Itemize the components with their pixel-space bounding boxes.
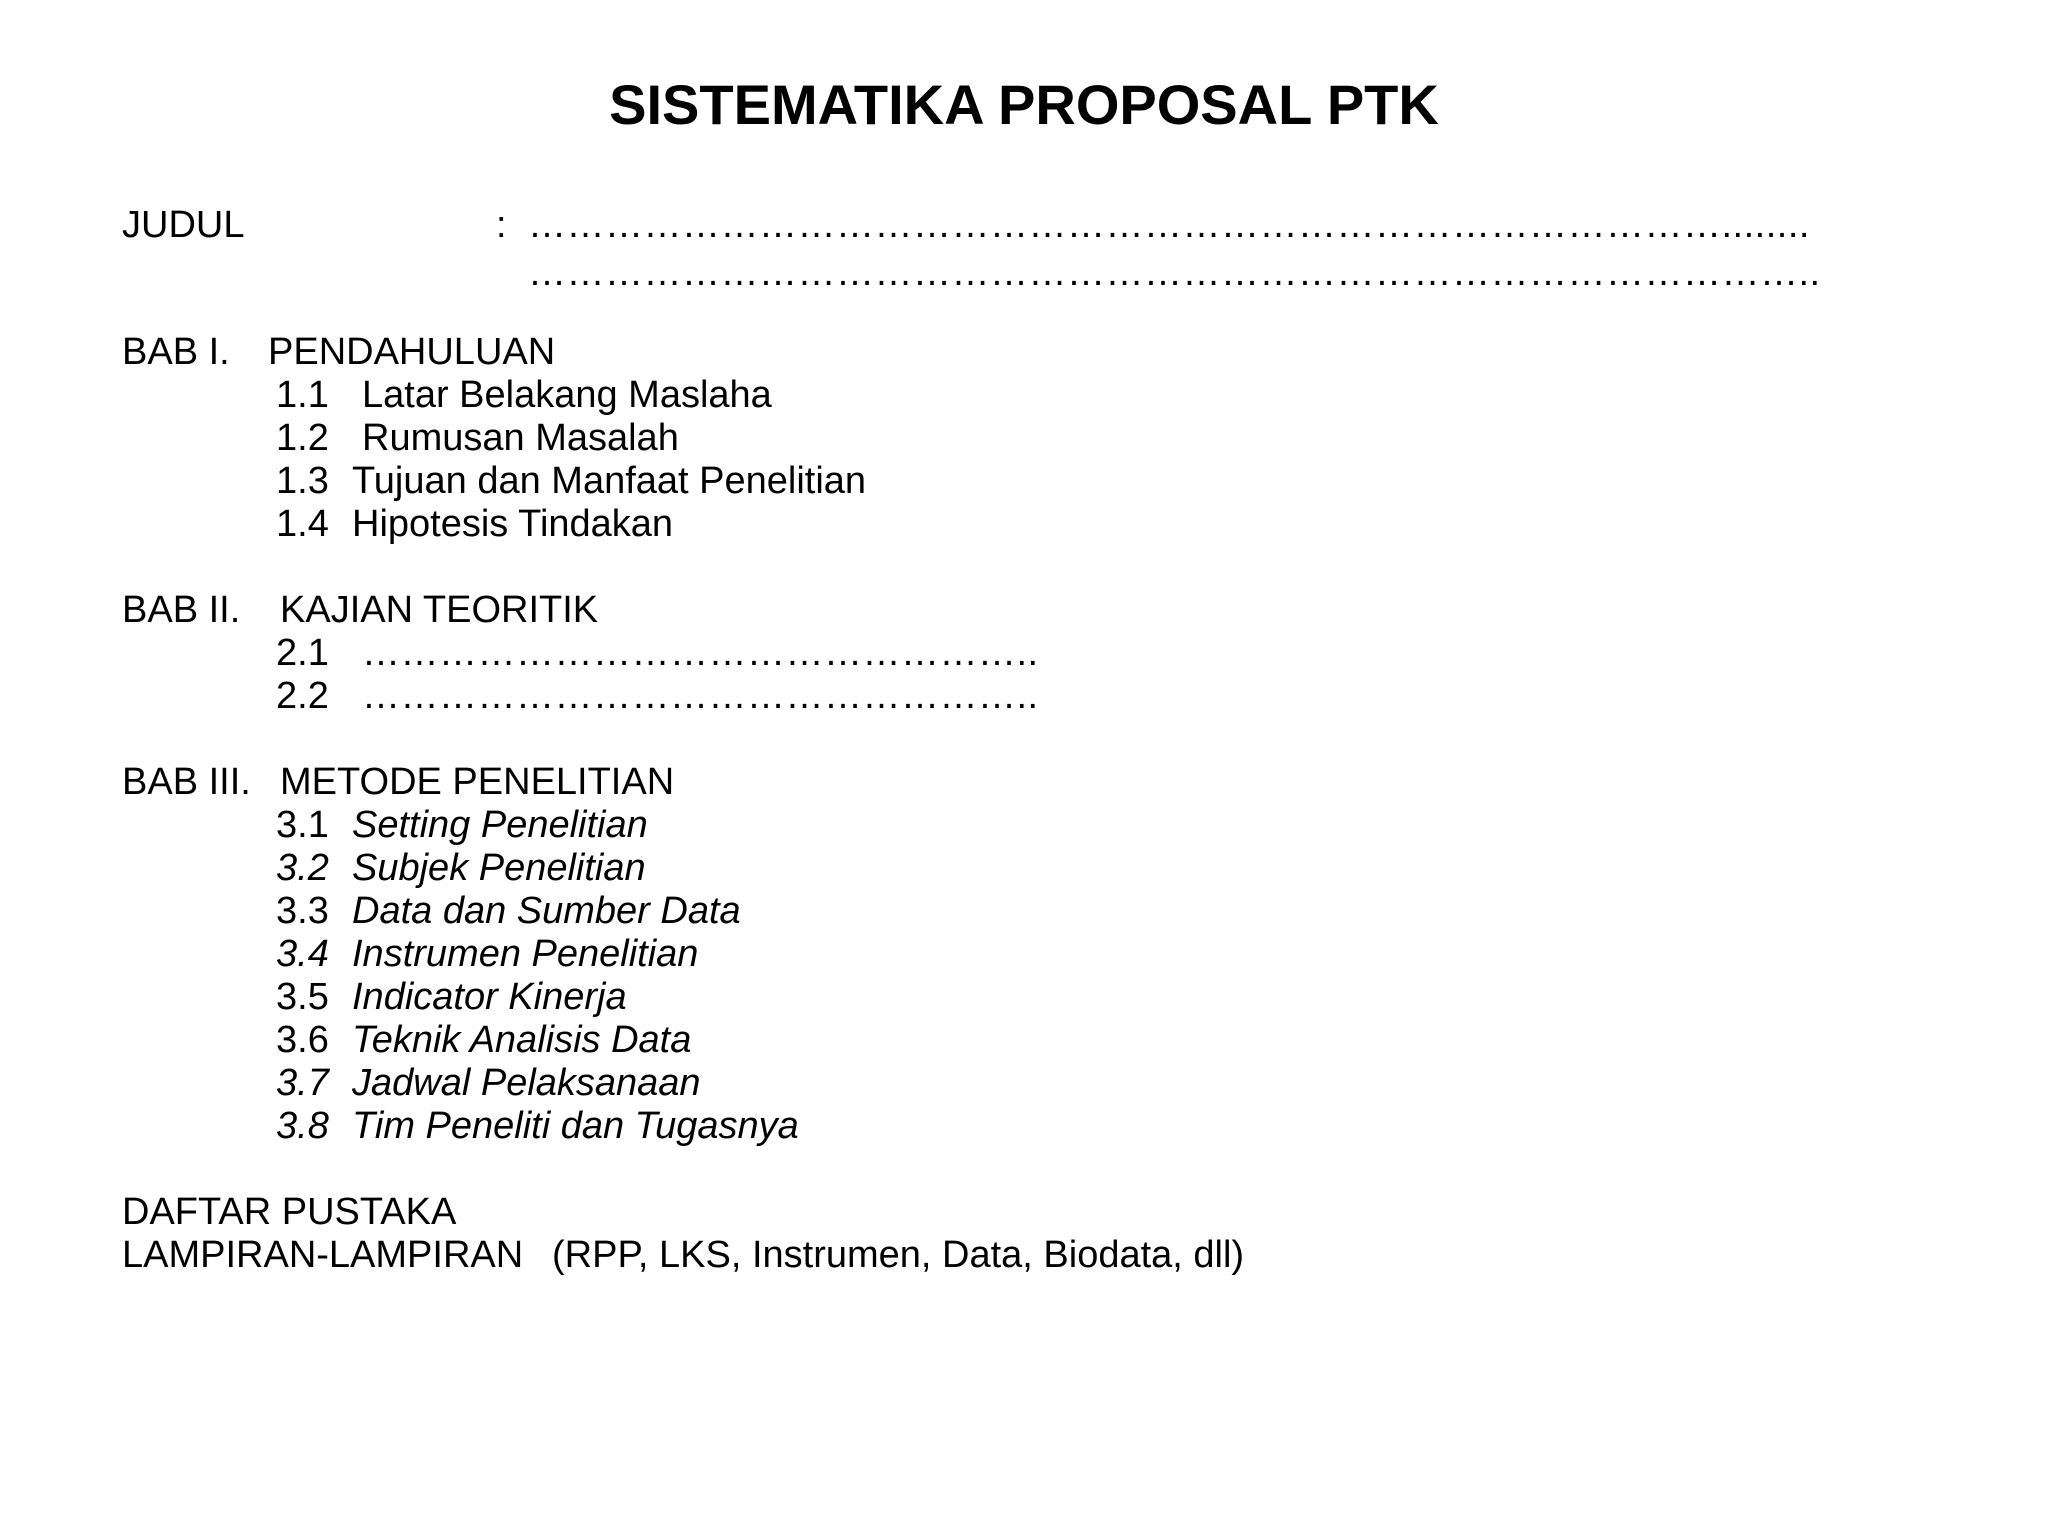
bab2-item-text: …………………………………………….. [362, 675, 1039, 717]
bab1-item-text: Rumusan Masalah [362, 417, 679, 459]
bab3-number: BAB III. [122, 761, 251, 803]
judul-colon: : [496, 204, 507, 246]
bab1-item-text: Hipotesis Tindakan [352, 503, 674, 545]
bab3-item-num: 3.1 [276, 804, 329, 846]
lampiran-label: LAMPIRAN-LAMPIRAN [122, 1234, 524, 1276]
bab1-heading: PENDAHULUAN [268, 331, 556, 373]
bab3-item-num: 3.6 [276, 1019, 329, 1061]
bab3-item-num: 3.4 [276, 933, 329, 975]
bab2-number: BAB II. [122, 589, 241, 631]
bab1-item-num: 1.3 [276, 460, 329, 502]
bab2-heading: KAJIAN TEORITIK [280, 589, 599, 631]
bab1-item-text: Tujuan dan Manfaat Penelitian [352, 460, 867, 502]
judul-line-1: …………………………………………………………………………………........ [528, 204, 1810, 246]
bab3-item-text: Data dan Sumber Data [352, 890, 741, 932]
bab1-item-text: Latar Belakang Maslaha [362, 374, 772, 416]
bab3-heading: METODE PENELITIAN [280, 761, 675, 803]
lampiran-detail: (RPP, LKS, Instrumen, Data, Biodata, dll) [552, 1234, 1245, 1276]
page-title: SISTEMATIKA PROPOSAL PTK [609, 73, 1439, 136]
bab3-item-text: Tim Peneliti dan Tugasnya [352, 1105, 799, 1147]
bab3-item-num: 3.7 [276, 1062, 329, 1104]
judul-line-2: ……………………………………………………………………………………….. [528, 252, 1821, 294]
bab2-item-num: 2.2 [276, 675, 329, 717]
bab3-item-text: Subjek Penelitian [352, 847, 646, 889]
bab3-item-num: 3.2 [276, 847, 329, 889]
bab3-item-num: 3.8 [276, 1105, 329, 1147]
bab2-item-text: …………………………………………….. [362, 632, 1039, 674]
bab3-item-text: Indicator Kinerja [352, 976, 627, 1018]
bab3-item-num: 3.5 [276, 976, 329, 1018]
bab3-item-num: 3.3 [276, 890, 329, 932]
bab3-item-text: Jadwal Pelaksanaan [352, 1062, 701, 1104]
bab1-item-num: 1.1 [276, 374, 329, 416]
bab1-item-num: 1.2 [276, 417, 329, 459]
bab1-number: BAB I. [122, 331, 230, 373]
bab1-item-num: 1.4 [276, 503, 329, 545]
bab3-item-text: Instrumen Penelitian [352, 933, 699, 975]
bab2-item-num: 2.1 [276, 632, 329, 674]
bab3-item-text: Teknik Analisis Data [352, 1019, 692, 1061]
judul-label: JUDUL [122, 204, 245, 246]
bab3-item-text: Setting Penelitian [352, 804, 648, 846]
daftar-pustaka: DAFTAR PUSTAKA [122, 1191, 457, 1233]
